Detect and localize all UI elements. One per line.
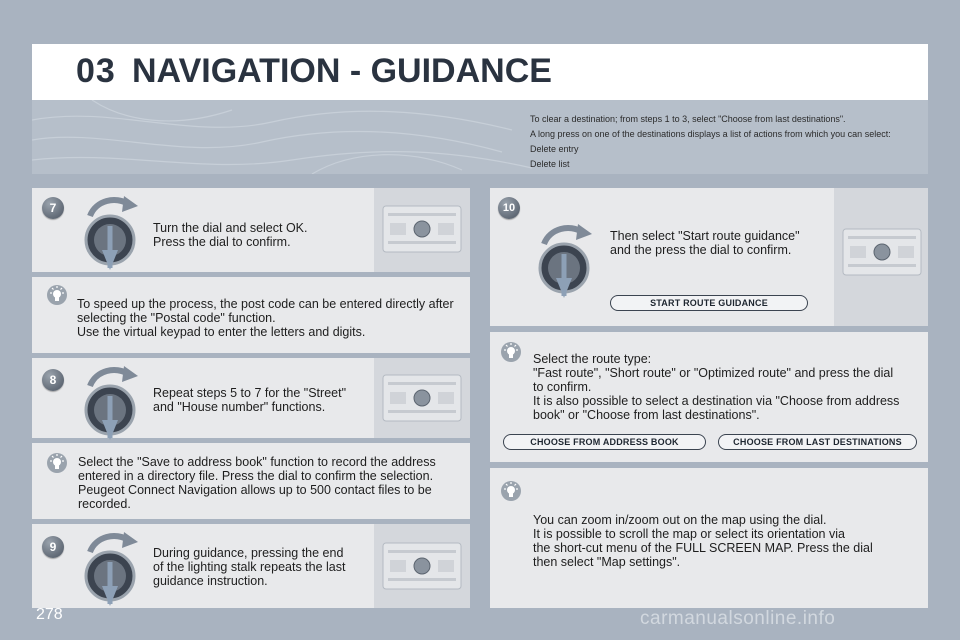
- choose-from-address-book-button[interactable]: CHOOSE FROM ADDRESS BOOK: [503, 434, 706, 450]
- tip-zoom-line: You can zoom in/zoom out on the map using the dial.: [533, 513, 827, 527]
- step-9-line: guidance instruction.: [153, 574, 268, 588]
- tip-route-type-line: Select the route type:: [533, 352, 652, 366]
- step-7-line: Turn the dial and select OK.: [153, 221, 308, 235]
- header-divider: [123, 56, 125, 98]
- page-number: 278: [36, 606, 63, 623]
- tip-postal-line: Use the virtual keypad to enter the letters and digits.: [77, 325, 366, 339]
- step-7-text: [153, 221, 363, 249]
- tip-address-book-line: Peugeot Connect Navigation allows up to 500 contact files to be: [78, 483, 432, 497]
- step-7-line: Press the dial to confirm.: [153, 235, 291, 249]
- step-10-text: [610, 229, 825, 257]
- step-9-line: of the lighting stalk repeats the last: [153, 560, 346, 574]
- step-9-line: During guidance, pressing the end: [153, 546, 344, 560]
- step-10-badge: 10: [498, 197, 520, 219]
- step-9-text: [153, 546, 368, 588]
- step-8-line: Repeat steps 5 to 7 for the "Street": [153, 386, 347, 400]
- tip-route-type-line: It is also possible to select a destination via "Choose from address: [533, 394, 900, 408]
- lightbulb-icon: [500, 341, 522, 363]
- tip-address-book-line: entered in a directory file. Press the dial to confirm the selection.: [78, 469, 434, 483]
- press-dial-icon: [532, 218, 596, 300]
- top-note-line: Delete entry: [530, 144, 579, 154]
- step-10-line: and the press the dial to confirm.: [610, 243, 792, 257]
- lightbulb-icon: [46, 452, 68, 474]
- start-route-guidance-button[interactable]: START ROUTE GUIDANCE: [610, 295, 808, 311]
- turn-dial-icon: [78, 360, 142, 442]
- tip-zoom-line: It is possible to scroll the map or select its orientation via: [533, 527, 845, 541]
- tip-route-type-text: [533, 352, 918, 422]
- step-8-line: and "House number" functions.: [153, 400, 326, 414]
- top-note-line: Delete list: [530, 159, 570, 169]
- tip-route-type-line: "Fast route", "Short route" or "Optimized route" and press the dial: [533, 366, 894, 380]
- lightbulb-icon: [46, 284, 68, 306]
- top-note: [530, 112, 920, 172]
- tip-route-type-line: to confirm.: [533, 380, 592, 394]
- turn-dial-icon: [78, 190, 142, 272]
- radio-unit-graphic: [382, 205, 462, 253]
- tip-route-type-line: book" or "Choose from last destinations".: [533, 408, 760, 422]
- radio-unit-graphic: [842, 228, 922, 276]
- lightbulb-icon: [500, 480, 522, 502]
- top-note-line: To clear a destination; from steps 1 to 3, select "Choose from last destinations".: [530, 114, 846, 124]
- choose-from-last-destinations-button[interactable]: CHOOSE FROM LAST DESTINATIONS: [718, 434, 917, 450]
- step-9-badge: 9: [42, 536, 64, 558]
- watermark: carmanualsonline.info: [640, 608, 836, 629]
- radio-unit-graphic: [382, 374, 462, 422]
- turn-dial-icon: [78, 526, 142, 608]
- tip-zoom-text: [533, 513, 918, 569]
- tip-postal-line: selecting the "Postal code" function.: [77, 311, 276, 325]
- tip-address-book-line: Select the "Save to address book" function to record the address: [78, 455, 436, 469]
- radio-unit-graphic: [382, 542, 462, 590]
- chapter-number: 03: [76, 52, 116, 90]
- step-10-line: Then select "Start route guidance": [610, 229, 800, 243]
- tip-zoom-line: then select "Map settings".: [533, 555, 681, 569]
- tip-address-book-text: [78, 455, 463, 511]
- top-note-line: A long press on one of the destinations displays a list of actions from which you can select:: [530, 129, 891, 139]
- step-8-badge: 8: [42, 369, 64, 391]
- tip-postal-line: To speed up the process, the post code can be entered directly after: [77, 297, 454, 311]
- step-8-text: [153, 386, 368, 414]
- tip-address-book-line: recorded.: [78, 497, 131, 511]
- step-7-badge: 7: [42, 197, 64, 219]
- page-title: NAVIGATION - GUIDANCE: [132, 52, 552, 90]
- tip-zoom-line: the short-cut menu of the FULL SCREEN MAP. Press the dial: [533, 541, 873, 555]
- tip-postal-text: [77, 297, 462, 339]
